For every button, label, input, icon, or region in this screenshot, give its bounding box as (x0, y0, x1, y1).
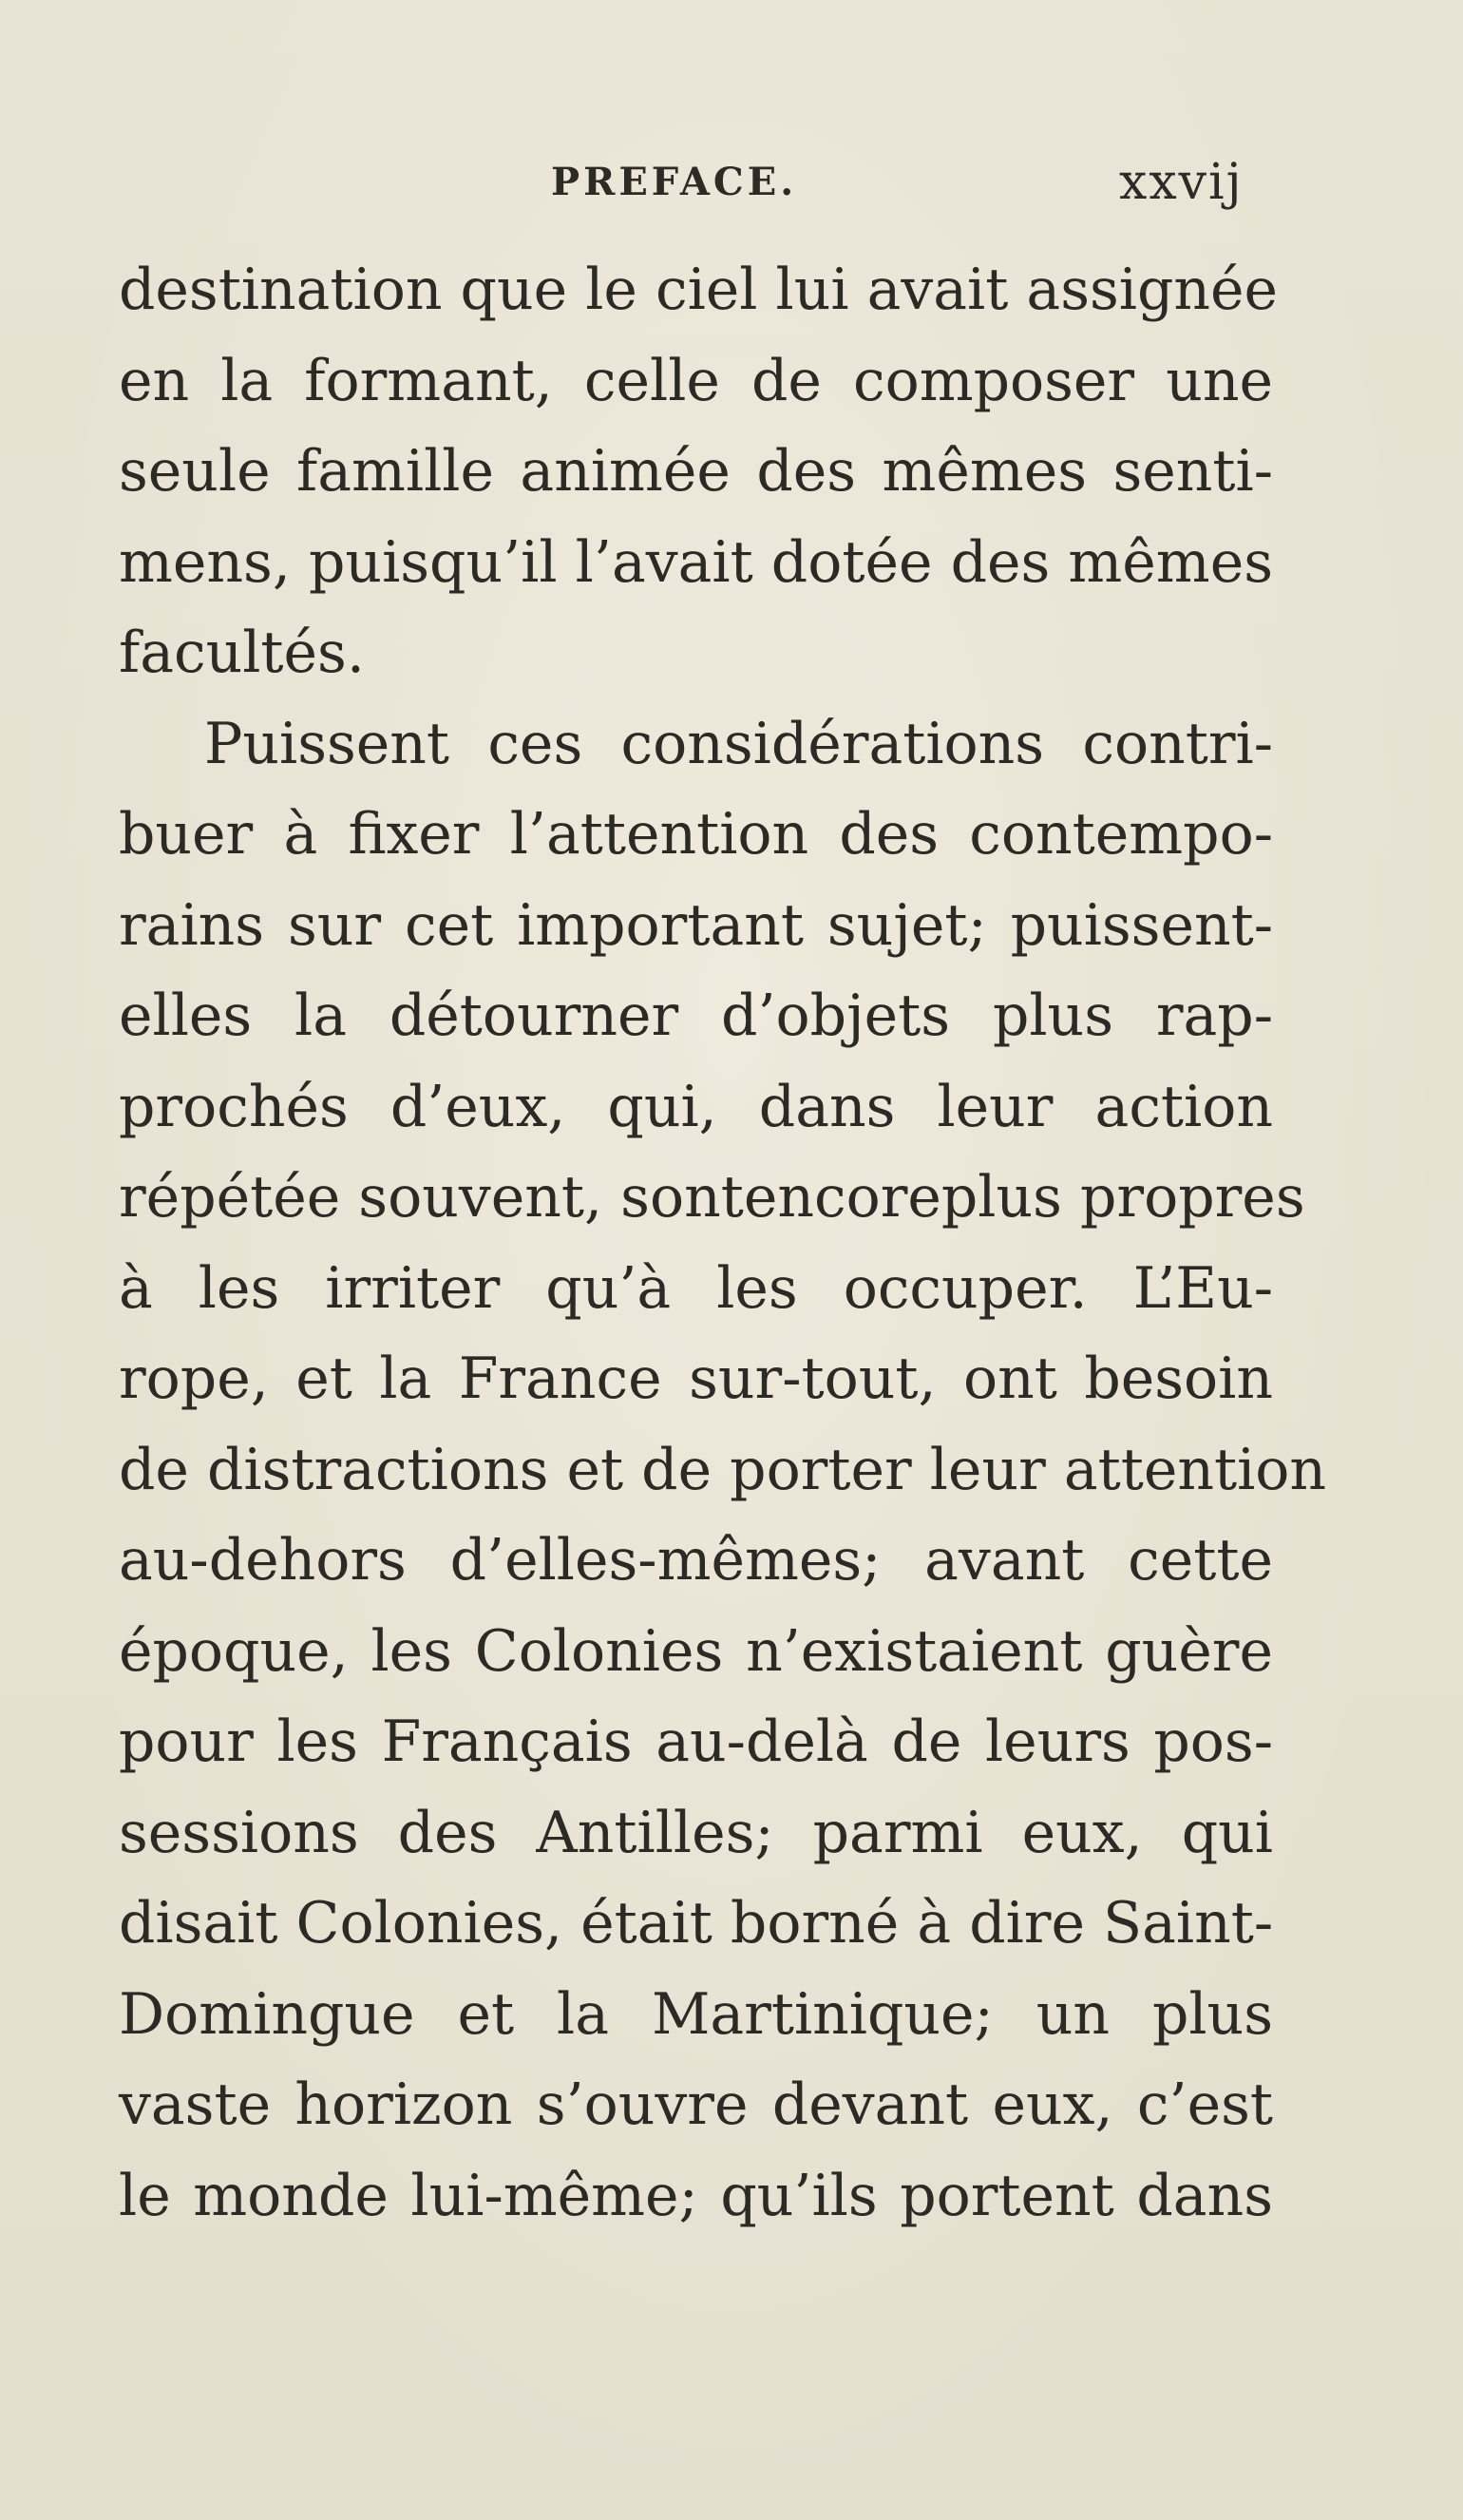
text-line: destination que le ciel lui avait assignée (119, 257, 1279, 323)
page-number: xxvij (1119, 154, 1244, 211)
running-title: PREFACE. (551, 160, 798, 204)
text-line: seule famille animée des mêmes senti- (119, 438, 1273, 505)
text-line: sessions des Antilles; parmi eux, qui (119, 1799, 1273, 1866)
text-line: répétée souvent, sontencoreplus propres (119, 1164, 1305, 1231)
body-text (119, 245, 1327, 2242)
text-line: disait Colonies, était borné à dire Saint- (119, 1890, 1274, 1957)
text-line: facultés. (119, 620, 365, 686)
text-line: Domingue et la Martinique; un plus (119, 1980, 1273, 2048)
text-line: au-dehors d’elles-mêmes; avant cette (119, 1527, 1273, 1594)
text-line-paragraph-start: Puissent ces considérations contri- (204, 710, 1273, 777)
text-line: le monde lui-même; qu’ils portent dans (119, 2162, 1273, 2229)
text-line: en la formant, celle de composer une (119, 347, 1273, 414)
text-line: pour les Français au-delà de leurs pos- (119, 1709, 1273, 1775)
text-line: de distractions et de porter leur attention (119, 1436, 1327, 1503)
page-header (0, 154, 1463, 217)
text-line: vaste horizon s’ouvre devant eux, c’est (119, 2071, 1273, 2138)
text-line: à les irriter qu’à les occuper. L’Eu- (119, 1254, 1273, 1322)
text-line: elles la détourner d’objets plus rap- (119, 983, 1273, 1049)
text-line: rope, et la France sur-tout, ont besoin (119, 1346, 1273, 1412)
text-line: époque, les Colonies n’existaient guère (119, 1617, 1273, 1685)
text-line: rains sur cet important sujet; puissent- (119, 891, 1273, 959)
text-line: buer à fixer l’attention des contempo- (119, 801, 1273, 868)
text-line: prochés d’eux, qui, dans leur action (119, 1073, 1273, 1140)
text-line: mens, puisqu’il l’avait dotée des mêmes (119, 528, 1273, 596)
